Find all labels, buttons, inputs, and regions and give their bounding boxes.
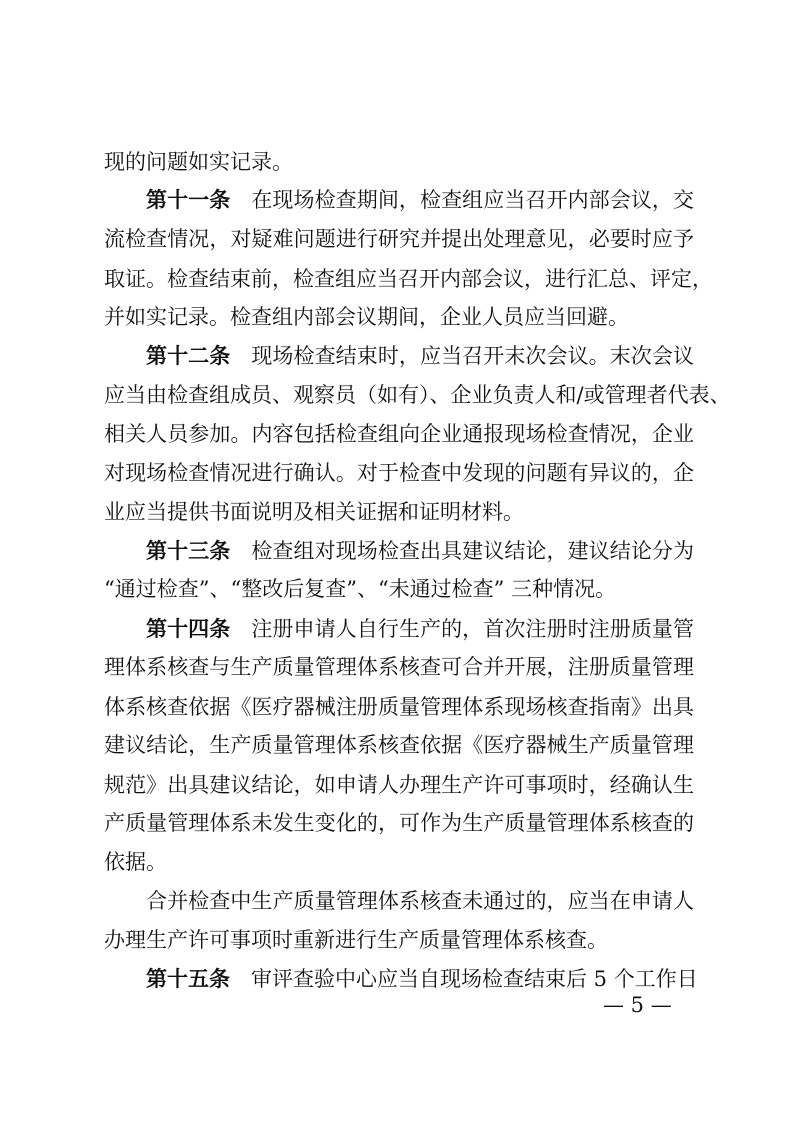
text-line xyxy=(104,147,694,177)
text-line xyxy=(104,692,694,722)
text-line xyxy=(104,652,694,682)
article-heading: 第十二条 xyxy=(146,344,231,368)
article-line xyxy=(146,185,694,215)
article-line xyxy=(146,536,694,566)
line-text: 产质量管理体系未发生变化的，可作为生产质量管理体系核查的 xyxy=(104,811,694,835)
text-line xyxy=(104,497,694,527)
article-line xyxy=(146,614,694,644)
article-heading: 第十四条 xyxy=(146,617,231,641)
line-text: 对现场检查情况进行确认。对于检查中发现的问题有异议的，企 xyxy=(104,461,694,485)
text-line xyxy=(104,458,694,488)
line-text: 并如实记录。检查组内部会议期间，企业人员应当回避。 xyxy=(104,305,629,329)
line-text: 办理生产许可事项时重新进行生产质量管理体系核查。 xyxy=(104,928,608,952)
text-line xyxy=(146,886,694,916)
text-line xyxy=(104,925,694,955)
line-text: 应当由检查组成员、观察员（如有）、企业负责人和/或管理者代表、 xyxy=(104,383,731,407)
article-heading: 第十三条 xyxy=(146,539,231,563)
article-heading: 第十一条 xyxy=(146,188,231,212)
page-number: — 5 — xyxy=(603,993,672,1017)
line-text: 依据。 xyxy=(104,850,167,874)
line-text: 相关人员参加。内容包括检查组向企业通报现场检查情况，企业 xyxy=(104,422,694,446)
text-line xyxy=(104,574,694,604)
text-line xyxy=(104,264,713,294)
article-heading: 第十五条 xyxy=(146,967,230,991)
text-line xyxy=(104,380,731,410)
line-text: 注册申请人自行生产的，首次注册时注册质量管 xyxy=(251,617,695,641)
line-text: 检查组对现场检查出具建议结论，建议结论分为 xyxy=(251,539,695,563)
text-line xyxy=(104,808,694,838)
text-line xyxy=(104,224,694,254)
line-text: 理体系核查与生产质量管理体系核查可合并开展，注册质量管理 xyxy=(104,655,694,679)
line-text: 流检查情况，对疑难问题进行研究并提出处理意见，必要时应予 xyxy=(104,227,694,251)
text-line xyxy=(104,730,694,760)
line-text: 现场检查结束时，应当召开末次会议。末次会议 xyxy=(251,344,695,368)
line-text: 体系核查依据《医疗器械注册质量管理体系现场核查指南》出具 xyxy=(104,695,694,719)
line-text: 建议结论，生产质量管理体系核查依据《医疗器械生产质量管理 xyxy=(104,733,694,757)
text-line xyxy=(104,770,694,800)
text-line xyxy=(104,302,694,332)
text-line xyxy=(104,847,694,877)
line-text: 规范》出具建议结论，如申请人办理生产许可事项时，经确认生 xyxy=(104,773,694,797)
line-text: 审评查验中心应当自现场检查结束后 5 个工作日 xyxy=(251,967,698,991)
line-text: 合并检查中生产质量管理体系核查未通过的，应当在申请人 xyxy=(146,889,694,913)
article-line xyxy=(146,341,694,371)
line-text: “通过检查”、“整改后复查”、“未通过检查” 三种情况。 xyxy=(104,577,617,601)
line-text: 取证。检查结束前，检查组应当召开内部会议，进行汇总、评定， xyxy=(104,267,713,291)
text-line xyxy=(104,419,694,449)
line-text: 业应当提供书面说明及相关证据和证明材料。 xyxy=(104,500,524,524)
line-text: 现的问题如实记录。 xyxy=(104,150,293,174)
line-text: 在现场检查期间，检查组应当召开内部会议，交 xyxy=(251,188,695,212)
